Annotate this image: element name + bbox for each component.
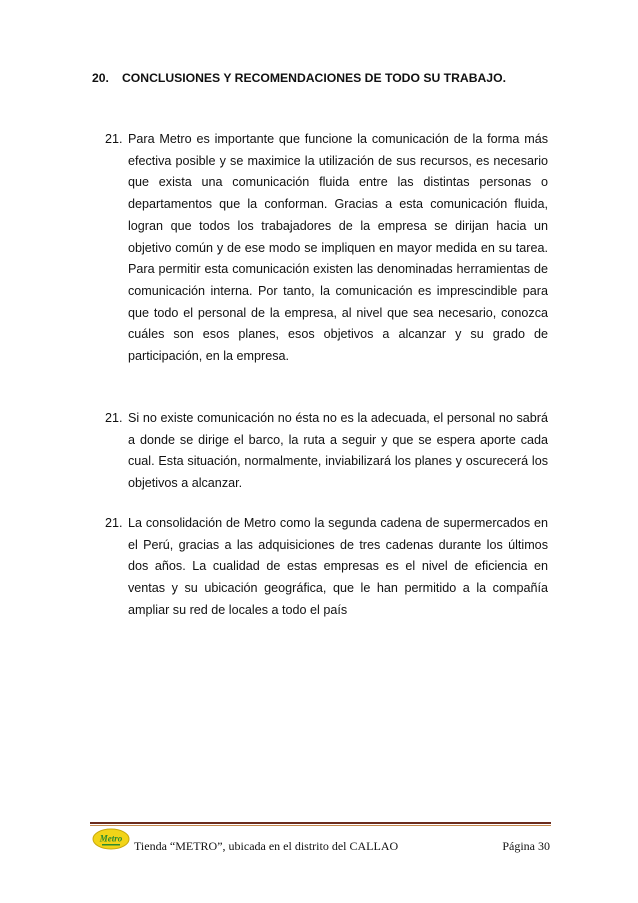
metro-logo-icon [92, 828, 130, 850]
footer-caption: Tienda “METRO”, ubicada en el distrito del CALLAO [134, 839, 399, 853]
section-number: 20. [92, 71, 109, 85]
list-item-number: 21. [105, 132, 123, 146]
footer-divider-accent [90, 825, 551, 826]
list-item [105, 129, 548, 368]
list-item [105, 408, 548, 495]
logo-text: Metro [99, 833, 123, 844]
page-number: Página 30 [502, 839, 550, 853]
list-item-text: Si no existe comunicación no ésta no es la adecuada, el personal no sabrá a donde se dirige el barco, la ruta a seguir y que se espera aporte cada cual. Esta situación, normalmente, inviabilizará los planes y oscurecerá los objetivos a alcanzar. [128, 411, 548, 491]
section-heading [92, 71, 562, 85]
list-item-text: La consolidación de Metro como la segunda cadena de supermercados en el Perú, gracias a las adquisiciones de tres cadenas durante los últimos dos años. La cualidad de estas empresas es el nivel de eficiencia en ventas y su ubicación geográfica, que le han permitido a la compañía ampliar su red de locales a todo el país [128, 516, 548, 617]
section-title: CONCLUSIONES Y RECOMENDACIONES DE TODO SU TRABAJO. [122, 71, 506, 85]
list-item [105, 513, 548, 622]
list-item-number: 21. [105, 516, 123, 530]
list-item-text: Para Metro es importante que funcione la comunicación de la forma más efectiva posible y se maximice la utilización de sus recursos, es necesario que exista una comunicación fluida entre las distintas personas o departamentos que la conforman. Gracias a esta comunicación fluida, logran que todos los trabajadores de la empresa se dirijan hacia un objetivo común y de ese modo se impliquen en mayor medida en su tarea. Para permitir esta comunicación existen las denominadas herramientas de comunicación interna. Por tanto, la comunicación es imprescindible para que todo el personal de la empresa, al nivel que sea necesario, conozca cuáles son esos planes, esos objetivos a alcanzar y su grado de participación, en la empresa. [128, 132, 548, 364]
list-item-number: 21. [105, 411, 123, 425]
footer-divider [90, 822, 551, 824]
